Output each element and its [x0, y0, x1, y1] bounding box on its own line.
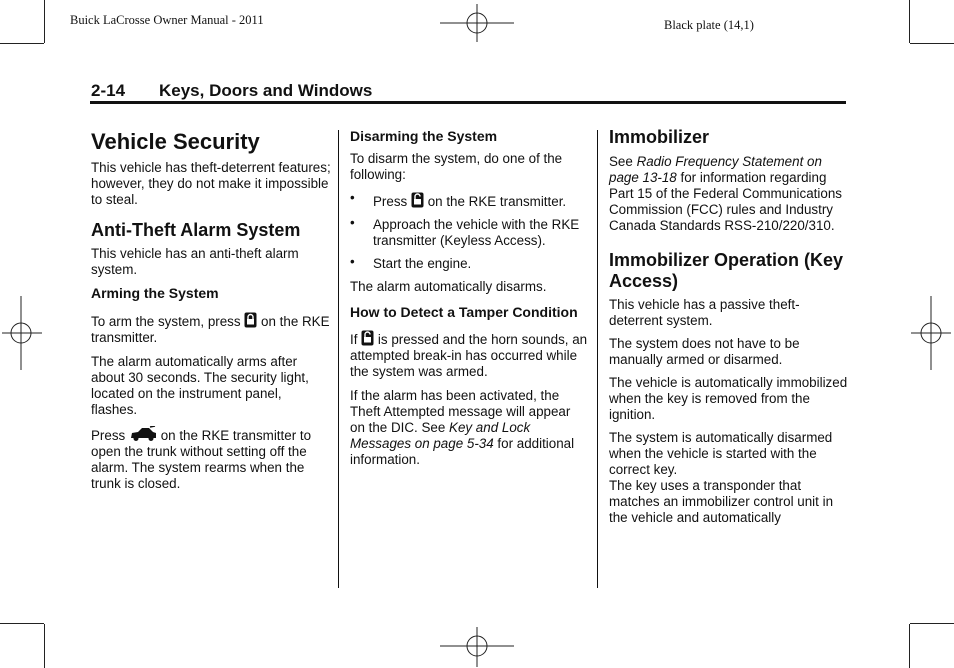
immobilizer-text: [609, 154, 849, 234]
operation-text-4a: The system is automatically disarmed when the vehicle is started with the correct key.: [609, 430, 833, 477]
bullet3-text: Start the engine.: [373, 256, 472, 271]
arming-text: [91, 312, 331, 346]
page-title: Vehicle Security: [91, 129, 260, 154]
unlock-icon: [411, 192, 424, 208]
radio-frequency-link[interactable]: Radio Frequency Statement on page 13-18: [609, 154, 822, 185]
crop-mark: [909, 624, 910, 668]
activated-text: [350, 388, 588, 468]
bullet: •: [350, 190, 355, 205]
trunk-release-icon: [129, 426, 157, 442]
trunk-text-b: on the RKE transmitter to open the trunk without setting off the alarm. The system rearms when the trunk is closed.: [91, 428, 312, 491]
alarm-heading: Anti-Theft Alarm System: [91, 220, 301, 240]
operation-text-4b: The key uses a transponder that matches an immobilizer control unit in the vehicle and automatically: [609, 478, 834, 525]
crop-mark: [44, 624, 45, 668]
crop-mark: [44, 0, 45, 43]
list-item: [350, 192, 588, 210]
activated-text-b: for additional information.: [350, 436, 575, 467]
crop-mark: [909, 0, 910, 43]
immob-text-a: See: [609, 154, 633, 169]
section-title: Keys, Doors and Windows: [159, 81, 373, 100]
plate-label: Black plate (14,1): [664, 18, 754, 32]
column-2: [350, 128, 588, 475]
registration-mark-left: [2, 296, 42, 370]
column-divider: [597, 130, 598, 588]
crop-mark: [0, 623, 44, 624]
lock-icon: [244, 312, 257, 328]
section-rule: [90, 101, 846, 104]
page-number: 2-14: [91, 81, 126, 100]
operation-text-3: The vehicle is automatically immobilized when the key is removed from the ignition.: [609, 375, 848, 422]
activated-text-a: If the alarm has been activated, the Theft Attempted message will appear on the DIC. See: [350, 388, 571, 435]
crop-mark: [910, 623, 954, 624]
bullet: •: [350, 254, 355, 269]
immobilizer-heading: Immobilizer: [609, 127, 710, 147]
bullet1-text-a: Press: [373, 194, 408, 209]
trunk-text-a: Press: [91, 428, 126, 443]
operation-heading: Immobilizer Operation (Key Access): [609, 250, 844, 291]
registration-mark-bottom: [440, 627, 514, 667]
manual-title: Buick LaCrosse Owner Manual - 2011: [70, 13, 264, 27]
auto-disarm-text: The alarm automatically disarms.: [350, 279, 547, 294]
alarm-text: This vehicle has an anti-theft alarm system.: [91, 246, 299, 277]
trunk-text: [91, 426, 331, 492]
arming-heading: Arming the System: [91, 285, 219, 301]
unlock-icon: [361, 330, 374, 346]
auto-arm-text: The alarm automatically arms after about 30 seconds. The security light, located on the instrument panel, flashes.: [91, 354, 309, 417]
tamper-text-a: If: [350, 332, 358, 347]
crop-mark: [910, 43, 954, 44]
arming-text-b: on the RKE transmitter.: [91, 314, 330, 345]
registration-mark-top: [440, 4, 514, 42]
column-3: [609, 127, 849, 533]
column-divider: [338, 130, 339, 588]
bullet2-text: Approach the vehicle with the RKE transmitter (Keyless Access).: [373, 217, 580, 248]
arming-text-a: To arm the system, press: [91, 314, 241, 329]
bullet1-text-b: on the RKE transmitter.: [427, 194, 567, 209]
column-1: [91, 130, 331, 499]
tamper-text-b: is pressed and the horn sounds, an attempted break-in has occurred while the system was armed.: [350, 332, 588, 379]
key-lock-messages-link[interactable]: Key and Lock Messages on page 5-34: [350, 420, 531, 451]
operation-text-1: This vehicle has a passive theft-deterrent system.: [609, 297, 800, 328]
tamper-heading: How to Detect a Tamper Condition: [350, 304, 578, 320]
disarm-heading: Disarming the System: [350, 128, 498, 144]
list-item: [350, 256, 588, 272]
operation-text-2: The system does not have to be manually armed or disarmed.: [609, 336, 800, 367]
bullet: •: [350, 215, 355, 230]
list-item: [350, 217, 588, 249]
immob-text-b: for information regarding Part 15 of the Federal Communications Commission (FCC) rules and Industry Canada Standards RSS-210/220/310.: [609, 170, 842, 233]
registration-mark-right: [911, 296, 951, 370]
disarm-text: To disarm the system, do one of the following:: [350, 151, 563, 182]
tamper-text: [350, 330, 588, 380]
intro-text: This vehicle has theft-deterrent features; however, they do not make it impossible to steal.: [91, 160, 331, 207]
crop-mark: [0, 43, 44, 44]
